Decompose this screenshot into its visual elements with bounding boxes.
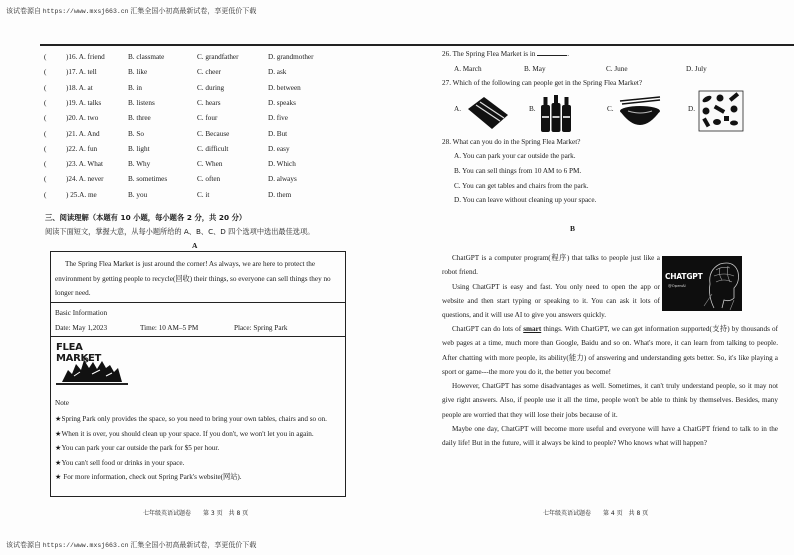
option-d[interactable]: D. ask <box>268 68 287 77</box>
option-c[interactable]: C. grandfather <box>197 53 239 61</box>
option-b[interactable]: B. you <box>128 190 148 199</box>
q27-picture-options <box>454 93 784 133</box>
q28-option-a[interactable]: A. You can park your car outside the park. <box>454 152 576 160</box>
option-b[interactable]: B. like <box>128 68 148 77</box>
question-27: 27. Which of the following can people get in the Spring Flea Market? <box>442 79 643 87</box>
cloze-row <box>0 84 400 96</box>
note-item: ★You can't sell food or drinks in your space. <box>55 458 185 467</box>
q27-option-c[interactable]: C. <box>607 105 614 113</box>
option-a[interactable]: )23. A. What <box>66 160 103 169</box>
q26-option-a[interactable]: A. March <box>454 65 482 73</box>
q26-option-d[interactable]: D. July <box>686 65 707 73</box>
option-b[interactable]: B. classmate <box>128 53 165 61</box>
watermark-url[interactable]: https://www.mxsj663.cn <box>42 8 129 15</box>
option-c[interactable]: C. cheer <box>197 68 221 77</box>
q28-option-b[interactable]: B. You can sell things from 10 AM to 6 PM. <box>454 167 582 175</box>
option-b[interactable]: B. listens <box>128 98 155 107</box>
q28-option-c[interactable]: C. You can get tables and chairs from the park. <box>454 182 589 190</box>
q26-option-c[interactable]: C. June <box>606 65 628 73</box>
option-b[interactable]: B. in <box>128 83 142 92</box>
option-d[interactable]: D. five <box>268 114 288 123</box>
option-c[interactable]: C. during <box>197 83 225 92</box>
q26-option-b[interactable]: B. May <box>524 65 546 73</box>
option-b[interactable]: B. Why <box>128 160 151 169</box>
note-item: ★Spring Park only provides the space, so you need to bring your own tables, chairs and so on. <box>55 415 327 423</box>
cloze-row <box>0 53 400 65</box>
option-c[interactable]: C. it <box>197 190 210 199</box>
watermark-suffix: 汇集全国小初高最新试卷，享更低价下载 <box>130 7 257 15</box>
passage-b-para-3: ChatGPT can do lots of smart things. With ChatGPT, we can get information supported(支持) by thousands of web pages at a time, much more than Google, Baidu and so on. What's more, it can learn from talking to people. After chatting with more people, its ability(能力) of answering and understanding gets better. So, it's like playing a sport or game---the more you do it, the better you become! <box>442 325 778 376</box>
section-title: 三、阅读理解（本题有 10 小题，每小题各 2 分，共 20 分） <box>45 213 247 222</box>
option-a[interactable]: )21. A. And <box>66 129 100 138</box>
passage-b-label: B <box>570 224 576 233</box>
divider <box>51 336 345 337</box>
answer-paren[interactable]: ( <box>44 68 47 77</box>
answer-blank <box>537 55 567 56</box>
option-a[interactable]: )19. A. talks <box>66 98 102 107</box>
note-item: ★ For more information, check out Spring Park's website(网站). <box>55 473 242 481</box>
watermark-url[interactable]: https://www.mxsj663.cn <box>42 542 129 549</box>
option-c[interactable]: C. difficult <box>197 144 229 153</box>
cloze-row <box>0 145 400 157</box>
answer-paren[interactable]: ( <box>44 83 47 92</box>
option-a[interactable]: )20. A. two <box>66 114 99 123</box>
option-c[interactable]: C. Because <box>197 129 230 138</box>
passage-a-label: A <box>192 241 198 250</box>
chatgpt-image <box>662 256 742 311</box>
answer-paren[interactable]: ( <box>44 144 47 153</box>
option-d[interactable]: D. But <box>268 129 288 138</box>
candy-icon <box>698 90 744 132</box>
info-date: Date: May 1,2023 <box>55 324 108 332</box>
chatgpt-logo-text: CHATGPT <box>665 272 703 281</box>
answer-paren[interactable]: ( <box>44 114 47 123</box>
option-a[interactable]: )16. A. friend <box>66 53 105 61</box>
option-b[interactable]: B. three <box>128 114 151 123</box>
option-d[interactable]: D. Which <box>268 160 296 169</box>
option-b[interactable]: B. light <box>128 144 150 153</box>
option-d[interactable]: D. always <box>268 175 297 184</box>
answer-paren[interactable]: ( <box>44 53 47 61</box>
watermark-prefix: 该试卷源自 <box>6 7 41 15</box>
ai-head-icon <box>700 258 742 311</box>
basic-info-label: Basic Information <box>55 309 108 317</box>
cloze-row <box>0 68 400 80</box>
note-item: ★You can park your car outside the park for $5 per hour. <box>55 444 220 452</box>
option-c[interactable]: C. often <box>197 175 221 184</box>
logo-text: FLEA MARKET <box>56 342 101 364</box>
q27-option-d[interactable]: D. <box>688 105 695 113</box>
answer-paren[interactable]: ( <box>44 190 47 199</box>
cloze-row <box>0 99 400 111</box>
logo-base <box>56 383 128 385</box>
passage-b-para-4: However, ChatGPT has some disadvantages as well. Sometimes, it can't truly understand people, so it may not give right answers. Also, if people use it all the time, people won't be able to think by themselves. Besides, many people are worried that they will lose their jobs because of it. <box>442 382 778 419</box>
passage-b-body <box>442 322 778 451</box>
passage-b-para-5: Maybe one day, ChatGPT will become more useful and everyone will have a ChatGPT friend to talk to in the daily life! But in the future, will it always be kind to people? Who knows what will happen? <box>442 425 778 448</box>
option-c[interactable]: C. four <box>197 114 218 123</box>
option-b[interactable]: B. sometimes <box>128 175 168 184</box>
option-c[interactable]: C. hears <box>197 98 221 107</box>
bottom-watermark: 该试卷源自 https://www.mxsj663.cn 汇集全国小初高最新试卷，享更低价下载 <box>6 541 257 549</box>
option-d[interactable]: D. between <box>268 83 301 92</box>
q26-options <box>454 65 784 77</box>
q27-option-b[interactable]: B. <box>529 105 536 113</box>
openai-text: @OpenAI <box>668 283 686 288</box>
page-footer: 七年级英语试题卷 第 3 页 共 8 页 <box>143 510 249 517</box>
page-footer: 七年级英语试题卷 第 4 页 共 8 页 <box>543 510 649 517</box>
flea-market-notice <box>50 251 346 497</box>
cloze-row <box>0 114 400 126</box>
cloze-row <box>0 191 400 203</box>
question-26: 26. The Spring Flea Market is in . <box>442 50 570 58</box>
note-label: Note <box>55 399 69 407</box>
option-c[interactable]: C. When <box>197 160 223 169</box>
page-4 <box>400 0 794 555</box>
cloze-row <box>0 130 400 142</box>
q28-option-d[interactable]: D. You can leave without cleaning up your space. <box>454 196 597 204</box>
info-place: Place: Spring Park <box>234 324 288 332</box>
junk-pile-icon <box>62 356 122 382</box>
info-time: Time: 10 AM–5 PM <box>140 324 199 332</box>
option-a[interactable]: ) 25.A. me <box>66 190 97 199</box>
answer-paren[interactable]: ( <box>44 129 47 138</box>
q27-option-a[interactable]: A. <box>454 105 461 113</box>
option-d[interactable]: D. grandmother <box>268 53 314 61</box>
noodle-bowl-icon <box>616 95 662 131</box>
flea-market-logo <box>56 342 128 392</box>
underlined-word: smart <box>523 325 542 333</box>
divider <box>51 302 345 303</box>
answer-paren[interactable]: ( <box>44 175 47 184</box>
passage-b-para-1: ChatGPT is a computer program(程序) that talks to people just like a robot friend. Using ChatGPT is easy and fast. You only need to open the app or website and then start typing or speaking to it. You can ask it lots of questions, and it will use AI to give you answers quickly. <box>442 254 660 320</box>
option-a[interactable]: )24. A. never <box>66 175 104 184</box>
option-a[interactable]: )17. A. tell <box>66 68 97 77</box>
note-item: ★When it is over, you should clean up your space. If you don't, we won't let you in again. <box>55 429 314 438</box>
option-d[interactable]: D. speaks <box>268 98 296 107</box>
section-instruction: 阅读下面短文，掌握大意，从每小题所给的 A、B、C、D 四个选项中选出最佳选项。 <box>45 227 315 236</box>
answer-paren[interactable]: ( <box>44 160 47 169</box>
question-28: 28. What can you do in the Spring Flea Market? <box>442 138 581 146</box>
answer-paren[interactable]: ( <box>44 98 47 107</box>
notice-intro: The Spring Flea Market is just around the corner! As always, we are here to protect the environment by getting people to recycle(回收) their things, so everyone can sell things they no longer need. <box>55 260 331 297</box>
option-a[interactable]: )18. A. at <box>66 83 93 92</box>
cloze-row <box>0 160 400 172</box>
notes-list <box>55 412 343 485</box>
option-b[interactable]: B. So <box>128 129 144 138</box>
notebook-icon <box>464 95 510 131</box>
bottles-icon <box>538 93 574 133</box>
option-d[interactable]: D. them <box>268 190 292 199</box>
option-d[interactable]: D. easy <box>268 144 290 153</box>
option-a[interactable]: )22. A. fun <box>66 144 98 153</box>
cloze-row <box>0 175 400 187</box>
